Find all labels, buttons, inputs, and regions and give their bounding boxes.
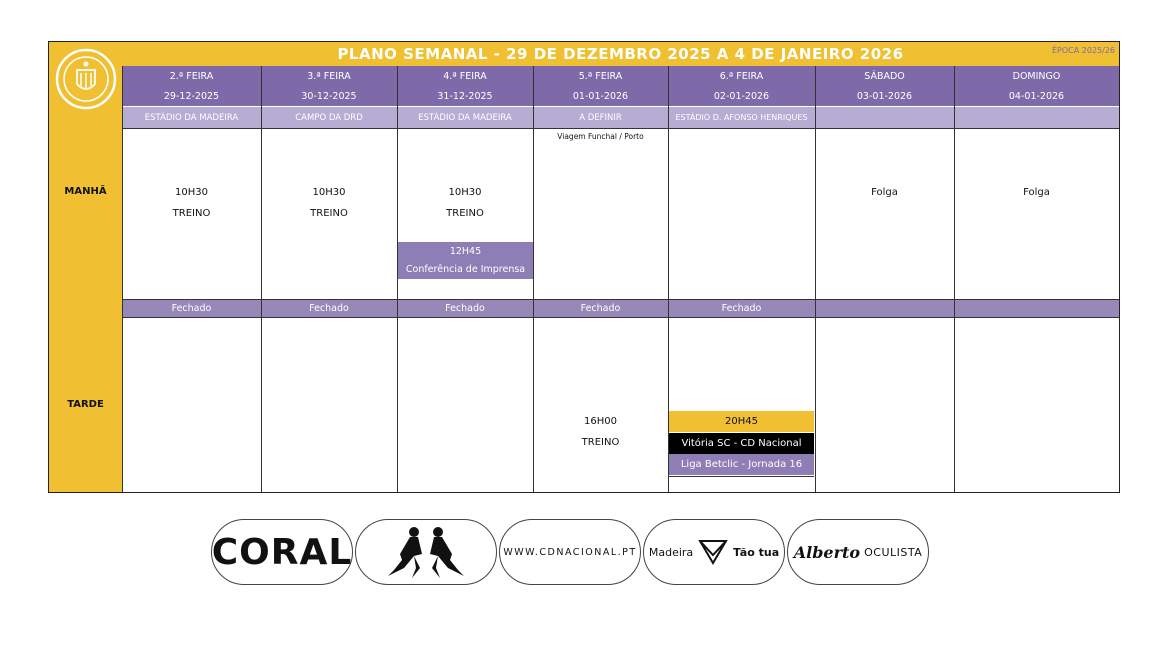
- day-name: 6.ª FEIRA: [719, 71, 764, 82]
- venue-label: [954, 107, 1119, 128]
- sponsor-website[interactable]: [499, 519, 641, 585]
- column-divider: [815, 66, 816, 492]
- day-date: 04-01-2026: [1008, 91, 1065, 102]
- match-box: [669, 411, 814, 477]
- afternoon-label: TARDE: [67, 398, 104, 410]
- closed-label: Fechado: [309, 302, 349, 314]
- session-activity: TREINO: [446, 207, 484, 219]
- title-bar: [122, 42, 1119, 66]
- website-link[interactable]: WWW.CDNACIONAL.PT: [503, 546, 637, 558]
- venue-label: ESTÁDIO DA MADEIRA: [144, 112, 239, 123]
- column-divider: [122, 66, 123, 492]
- row-divider: [122, 299, 1119, 300]
- day-date: 31-12-2025: [437, 91, 493, 102]
- sponsor-alberto-oculista[interactable]: [787, 519, 929, 585]
- session-activity: TREINO: [581, 436, 620, 448]
- day-date: 30-12-2025: [301, 91, 357, 102]
- day-off-label: Folga: [1023, 186, 1050, 198]
- session-activity: TREINO: [310, 207, 348, 219]
- oculista-text: OCULISTA: [864, 545, 923, 559]
- day-name: DOMINGO: [1012, 71, 1061, 82]
- sponsor-coral[interactable]: [211, 519, 353, 585]
- day-name: 4.ª FEIRA: [443, 71, 487, 82]
- season-label: ÉPOCA 2025/26: [1051, 46, 1115, 55]
- day-off-label: Folga: [871, 186, 898, 198]
- day-name: 5.ª FEIRA: [578, 71, 623, 82]
- session-time: 10H30: [175, 186, 208, 198]
- row-divider: [122, 317, 1119, 318]
- venue-label: [815, 107, 954, 128]
- madeira-text: Madeira: [648, 545, 694, 559]
- match-teams: Vitória SC - CD Nacional: [669, 433, 814, 454]
- match-competition: Liga Betclic - Jornada 16: [669, 454, 814, 475]
- day-date: 02-01-2026: [713, 91, 770, 102]
- closed-label: Fechado: [171, 302, 212, 314]
- session-time: 10H30: [448, 186, 482, 198]
- column-divider: [397, 66, 398, 492]
- closed-label: Fechado: [445, 302, 485, 314]
- venue-label: CAMPO DA DRD: [295, 112, 363, 123]
- closed-label: Fechado: [721, 302, 762, 314]
- coral-logo: CORAL: [211, 531, 353, 573]
- madeira-mark-icon: [697, 537, 729, 567]
- day-date: 29-12-2025: [163, 91, 220, 102]
- session-activity: TREINO: [172, 207, 211, 219]
- column-divider: [261, 66, 262, 492]
- sponsor-madeira[interactable]: [643, 519, 785, 585]
- press-time: 12H45: [449, 246, 482, 257]
- session-time: 16H00: [584, 415, 617, 427]
- travel-note: Viagem Funchal / Porto: [557, 131, 644, 141]
- column-divider: [954, 66, 955, 492]
- venue-label: A DEFINIR: [579, 112, 622, 123]
- club-crest-icon: [55, 48, 117, 110]
- page-title: PLANO SEMANAL - 29 DE DEZEMBRO 2025 A 4 DE JANEIRO 2026: [337, 45, 904, 63]
- weekly-schedule: [48, 41, 1120, 493]
- day-name: 2.ª FEIRA: [169, 71, 214, 82]
- kappa-logo-icon: [374, 524, 478, 580]
- press-label: Conferência de Imprensa: [405, 264, 526, 275]
- alberto-text: Alberto: [793, 542, 861, 562]
- session-time: 10H30: [312, 186, 346, 198]
- venue-label: ESTÁDIO D. AFONSO HENRIQUES: [675, 113, 808, 122]
- day-name: SÁBADO: [864, 71, 905, 82]
- closed-label: Fechado: [580, 302, 621, 314]
- madeira-slogan: Tão tua: [733, 545, 780, 559]
- day-date: 01-01-2026: [572, 91, 629, 102]
- venue-label: ESTÁDIO DA MADEIRA: [418, 112, 512, 123]
- sponsor-kappa[interactable]: [355, 519, 497, 585]
- row-divider: [122, 128, 1119, 129]
- press-conference-box: [398, 242, 533, 279]
- match-time: 20H45: [669, 411, 814, 432]
- day-name: 3.ª FEIRA: [307, 71, 351, 82]
- day-date: 03-01-2026: [856, 91, 913, 102]
- morning-label: MANHÃ: [64, 185, 107, 197]
